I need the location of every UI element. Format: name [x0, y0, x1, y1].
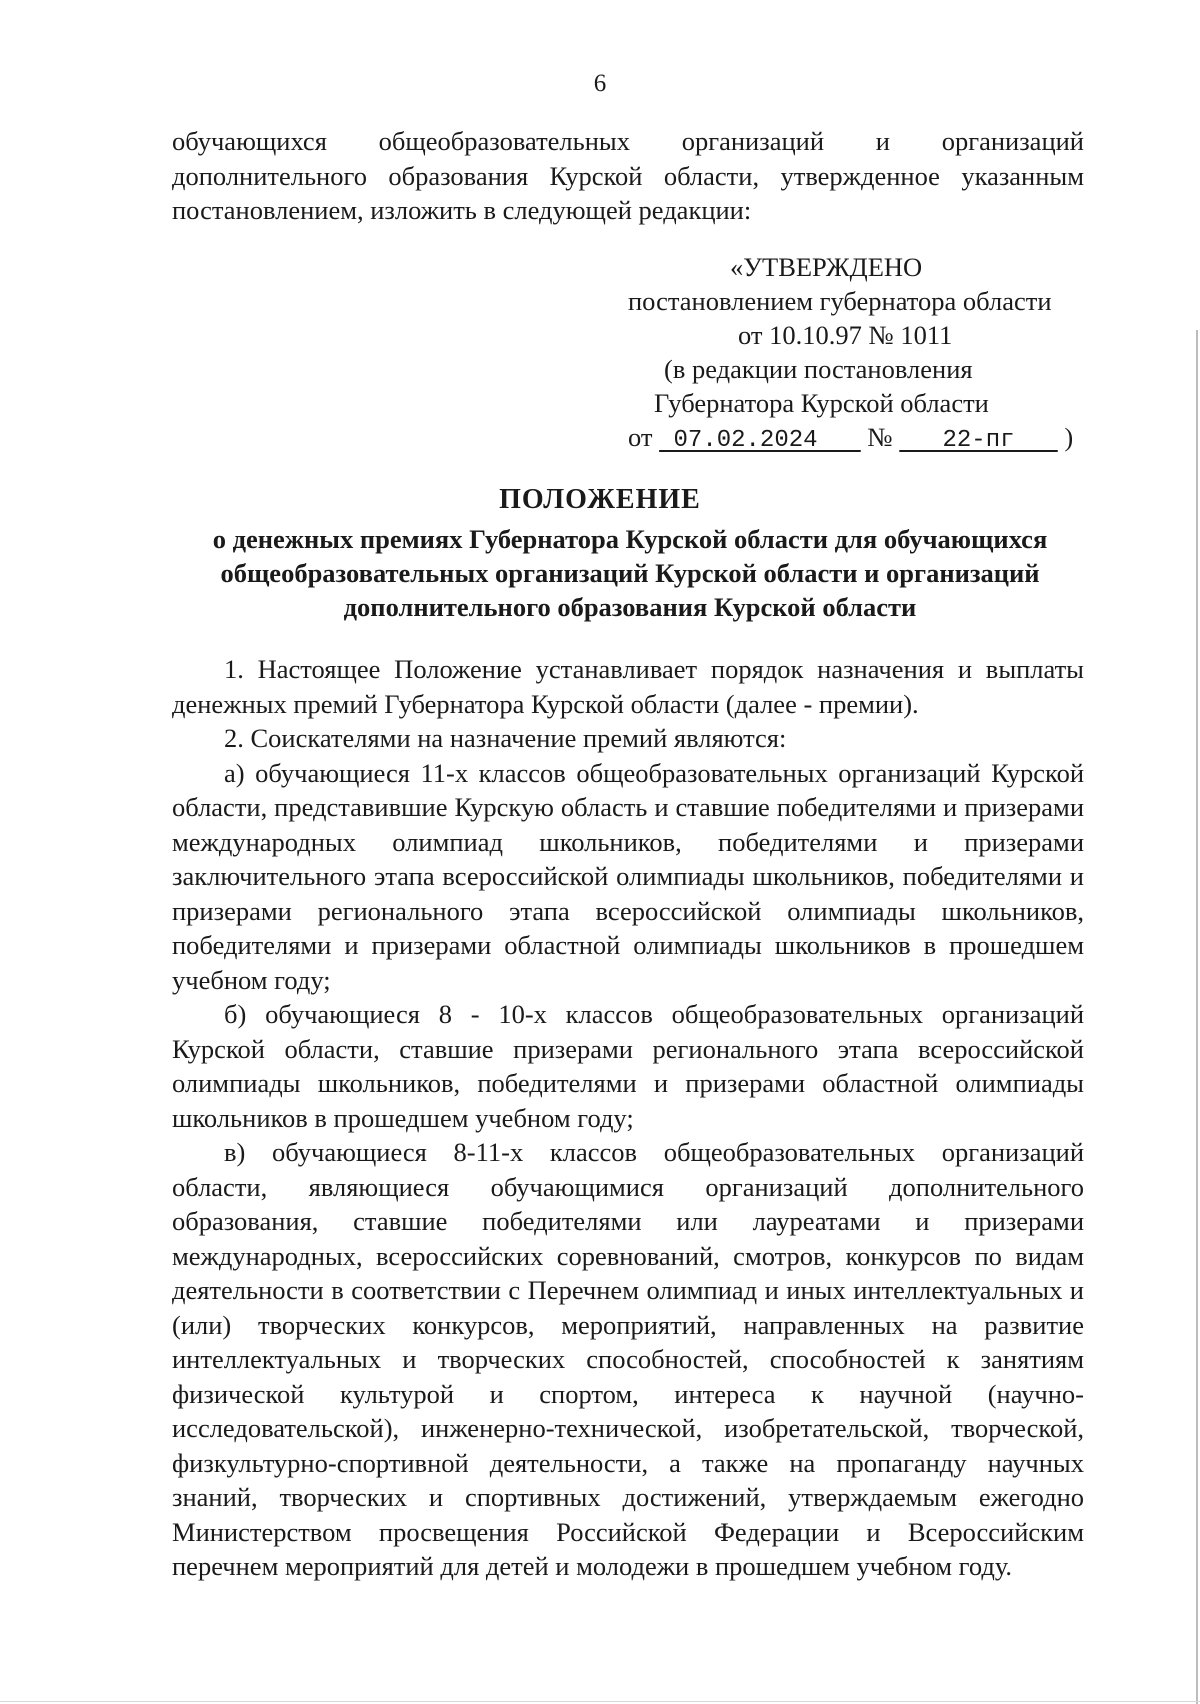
clause-2v: в) обучающиеся 8-11-х классов общеобразовательных организаций области, являющиеся обучающимися организаций дополнительного образования, ставшие победителями или лауреатами и призерами международных, всероссийских соревнований, смотров, конкурсов по видам деятельности в соответствии с Перечнем олимпиад и иных интеллектуальных и (или) творческих конкурсов, мероприятий, направленных на развитие интеллектуальных и творческих способностей, способностей к занятиям физической культурой и спортом, интереса к научной (научно-исследовательской), инженерно-технической, изобретательской, творческой, физкультурно-спортивной деятельности, а также на пропаганду научных знаний, творческих и спортивных достижений, утверждаемым ежегодно Министерством просвещения Российской Федерации и Всероссийским перечнем мероприятий для детей и молодежи в прошедшем учебном году. — [172, 1137, 1084, 1581]
document-subtitle: о денежных премиях Губернатора Курской области для обучающихся общеобразовательных организаций Курской области и организаций дополнительного образования Курской области — [212, 524, 1048, 622]
document-title: ПОЛОЖЕНИЕ — [499, 484, 701, 515]
approval-governor-line: Губернатора Курской области — [654, 388, 989, 418]
clause-2: 2. Соискателями на назначение премий являются: — [224, 723, 787, 753]
approval-edition-line: (в редакции постановления — [664, 354, 973, 384]
clause-2b: б) обучающиеся 8 - 10-х классов общеобразовательных организаций Курской области, ставшие призерами регионального этапа всероссийской олимпиады школьников, победителями и призерами областной олимпиады школьников в прошедшем учебном году; — [172, 999, 1084, 1133]
approval-number-sign: № — [867, 422, 893, 452]
approval-closing-paren: ) — [1064, 422, 1074, 452]
approval-stamp-block — [600, 250, 1120, 458]
page-number: 6 — [593, 70, 607, 97]
clause-2a: а) обучающиеся 11-х классов общеобразовательных организаций Курской области, представившие Курскую область и ставшие победителями и призерами международных олимпиад школьников, победителями и призерами заключительного этапа всероссийской олимпиады школьников, победителями и призерами регионального этапа всероссийской олимпиады школьников, победителями и призерами областной олимпиады школьников в прошедшем учебном году; — [172, 757, 1084, 995]
approval-amendment-line — [600, 420, 1120, 458]
scan-edge-right — [1196, 330, 1198, 1704]
clause-1: 1. Настоящее Положение устанавливает порядок назначения и выплаты денежных премий Губернатора Курской области (далее - премии). — [172, 654, 1084, 719]
approval-original-date: от 10.10.97 № 1011 — [738, 320, 953, 350]
approval-number-value: 22-пг — [899, 427, 1058, 454]
approval-date-value: 07.02.2024 — [659, 427, 861, 454]
intro-paragraph: обучающихся общеобразовательных организаций и организаций дополнительного образования Курской области, утвержденное указанным постановлением, изложить в следующей редакции: — [172, 126, 1084, 225]
approval-decree-line: постановлением губернатора области — [628, 286, 1052, 316]
approval-heading: «УТВЕРЖДЕНО — [730, 252, 923, 282]
scan-edge-bottom — [0, 1701, 1200, 1702]
clauses-list — [172, 652, 1084, 1584]
approval-date-prefix: от — [628, 422, 653, 452]
